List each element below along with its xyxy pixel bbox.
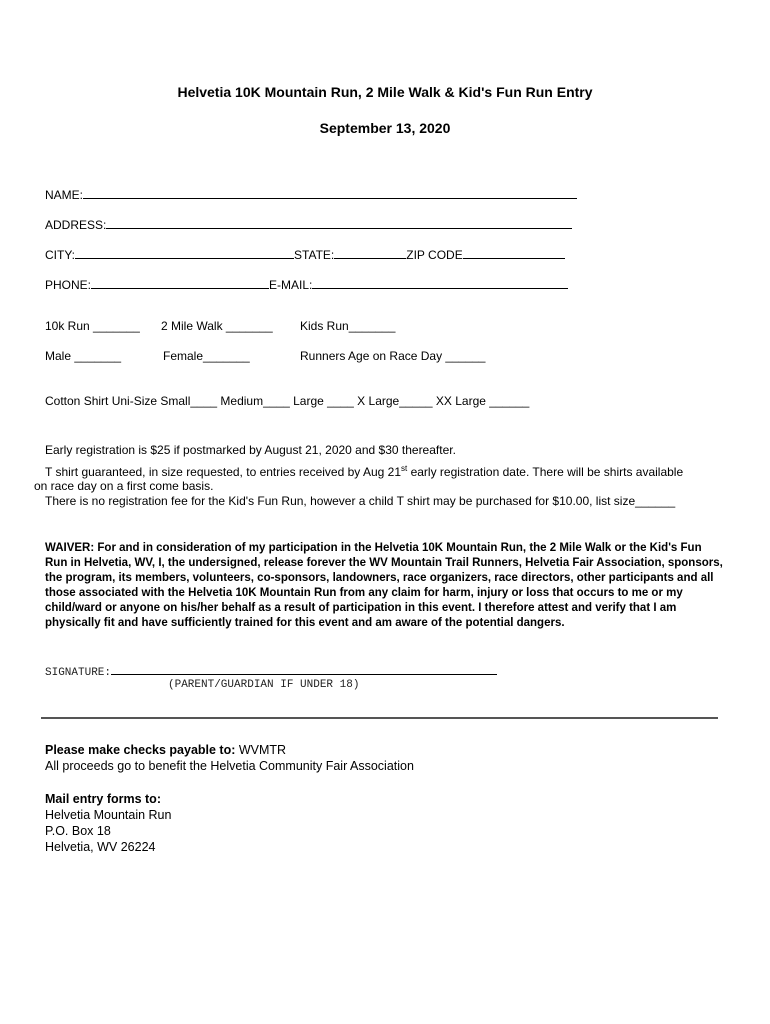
phone-label: PHONE: bbox=[45, 278, 92, 292]
tshirt-note-b: early registration date. There will be shirts available bbox=[407, 465, 684, 479]
name-label: NAME: bbox=[45, 188, 84, 202]
divider bbox=[41, 717, 718, 719]
name-field[interactable] bbox=[83, 187, 577, 199]
mail-line-2: P.O. Box 18 bbox=[45, 824, 111, 838]
mail-line-1: Helvetia Mountain Run bbox=[45, 808, 172, 822]
state-field[interactable] bbox=[334, 247, 406, 259]
shirt-sizes[interactable]: Cotton Shirt Uni-Size Small____ Medium____ Large ____ X Large_____ XX Large ______ bbox=[45, 394, 530, 408]
mail-line-3: Helvetia, WV 26224 bbox=[45, 840, 156, 854]
name-row bbox=[45, 187, 577, 202]
address-field[interactable] bbox=[106, 217, 572, 229]
proceeds-note: All proceeds go to benefit the Helvetia Community Fair Association bbox=[45, 759, 414, 773]
zip-field[interactable] bbox=[463, 247, 565, 259]
checks-value: WVMTR bbox=[235, 743, 287, 757]
early-registration-note: Early registration is $25 if postmarked by August 21, 2020 and $30 thereafter. bbox=[45, 443, 456, 457]
event-kids-run[interactable]: Kids Run_______ bbox=[300, 319, 396, 333]
tshirt-note-cont: on race day on a first come basis. bbox=[34, 479, 214, 493]
event-10k-run[interactable]: 10k Run _______ bbox=[45, 319, 140, 333]
signature-row bbox=[45, 664, 497, 679]
gender-male[interactable]: Male _______ bbox=[45, 349, 122, 363]
event-2-mile-walk[interactable]: 2 Mile Walk _______ bbox=[161, 319, 273, 333]
city-row bbox=[45, 247, 565, 262]
address-label: ADDRESS: bbox=[45, 218, 107, 232]
phone-field[interactable] bbox=[91, 277, 269, 289]
kids-fee-note: There is no registration fee for the Kid's Fun Run, however a child T shirt may be purchased for $10.00, list size______ bbox=[45, 494, 676, 508]
gender-female[interactable]: Female_______ bbox=[163, 349, 250, 363]
tshirt-note bbox=[45, 464, 683, 479]
signature-note: (PARENT/GUARDIAN IF UNDER 18) bbox=[168, 679, 360, 691]
phone-row bbox=[45, 277, 568, 292]
checks-label: Please make checks payable to: bbox=[45, 743, 236, 757]
city-label: CITY: bbox=[45, 248, 76, 262]
city-field[interactable] bbox=[75, 247, 294, 259]
signature-field[interactable] bbox=[111, 664, 497, 675]
event-date: September 13, 2020 bbox=[319, 120, 451, 136]
checks-payable bbox=[45, 742, 286, 758]
address-row bbox=[45, 217, 572, 232]
waiver-text: WAIVER: For and in consideration of my participation in the Helvetia 10K Mountain Run, the 2 Mile Walk or the Kid's Fun Run in Helvetia, WV, I, the undersigned, release forever the WV Mountain Trail Runners, Helvetia Fair Association, sponsors, the program, its members, volunteers, co-sponsors, landowners, race organizers, race directors, other participants and all those associated with the Helvetia 10K Mountain Run from any claim for harm, injury or loss that occurs to me or my child/ward or anyone on his/her behalf as a result of participation in this event. I therefore attest and verify that I am physically fit and have sufficiently trained for this event and am aware of the potential dangers. bbox=[45, 542, 723, 629]
email-label: E-MAIL: bbox=[269, 278, 313, 292]
mail-label: Mail entry forms to: bbox=[45, 792, 161, 806]
state-label: STATE: bbox=[294, 248, 335, 262]
tshirt-note-sup: st bbox=[401, 464, 408, 473]
tshirt-note-a: T shirt guaranteed, in size requested, to entries received by Aug 21 bbox=[45, 465, 401, 479]
zip-label: ZIP CODE bbox=[406, 248, 463, 262]
signature-label: SIGNATURE: bbox=[45, 667, 112, 679]
email-field[interactable] bbox=[312, 277, 568, 289]
page-title: Helvetia 10K Mountain Run, 2 Mile Walk & Kid's Fun Run Entry bbox=[177, 84, 593, 100]
runner-age[interactable]: Runners Age on Race Day ______ bbox=[300, 349, 486, 363]
